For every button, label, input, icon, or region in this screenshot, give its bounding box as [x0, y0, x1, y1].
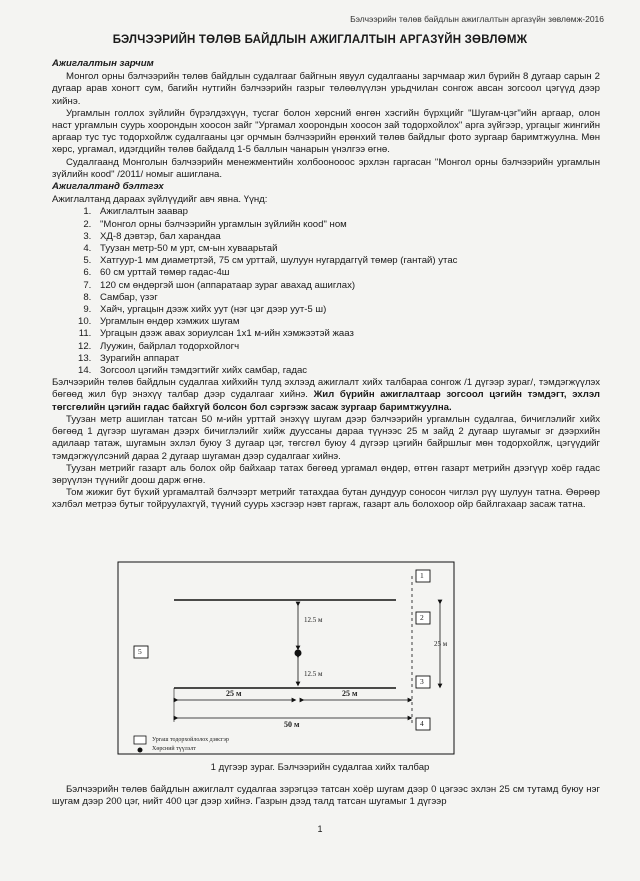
- dimension-label-25-left: 25 м: [226, 689, 242, 698]
- paragraph: Судалгаанд Монголын бэлчээрийн менежментийн холбоонооос эрхлэн гаргасан "Монгол орны бэлчээрийн ургамлын зүйлийн кооd" /2011/ номыг ашиглана.: [52, 156, 600, 180]
- paragraph-text: Бэлчээрийн төлөв байдлын судалгаа хийхийн тулд эхлээд ажиглалт хийх талбараа сонгож /1 дүгээр зураг/, тэмдэгжүүлэх бөгөөд жил бүр энэхүү талбар дээр судалгааг хийнэ.: [52, 377, 600, 401]
- running-head: Бэлчээрийн төлөв байдлын ажиглалтын аргазүйн зөвлөмж-2016: [350, 14, 604, 24]
- list-item: 6. 60 см урттай төмөр гадас-4ш: [94, 267, 600, 279]
- legend-label-dot: Хөрсний түүлэлт: [152, 746, 196, 752]
- figure-caption: 1 дүгээр зураг. Бэлчээрийн судалгаа хийх талбар: [210, 762, 430, 773]
- list-item: 4. Туузан метр-50 м урт, см-ын хуваарьтай: [94, 243, 600, 255]
- dimension-label-12-5-bottom: 12.5 м: [304, 670, 323, 678]
- list-item: 3. ХД-8 дэвтэр, бал харандаа: [94, 231, 600, 243]
- equipment-list: [52, 206, 600, 377]
- paragraph: Туузан метрийг газарт аль болох ойр байхаар татах бөгөөд ургамал өндөр, өтгөн газарт метрийн дээгүүр хоёр гадас зөрүүлэн түүнийг доош дарж өгнө.: [52, 462, 600, 486]
- dimension-label-25-mid: 25 м: [342, 689, 358, 698]
- dimension-label-50: 50 м: [284, 720, 300, 729]
- dimension-label-25-right: 25 м: [434, 640, 448, 648]
- marker-label-2: 2: [420, 613, 424, 622]
- page-number: 1: [317, 824, 323, 834]
- section-heading-principle: Ажиглалтын зарчим: [52, 58, 154, 69]
- list-item: 13. Зурагийн аппарат: [94, 353, 600, 365]
- dimension-label-12-5-top: 12.5 м: [304, 616, 323, 624]
- list-item: 5. Хатгуур-1 мм диаметртэй, 75 см урттай, шулуун нугардаггүй төмөр (гантай) утас: [94, 255, 600, 267]
- paragraph: Туузан метр ашиглан татсан 50 м-ийн урттай энэхүү шугам дээр бэлчээрийн ургамлын судалгаа, бичиглэлийг хийх бөгөөд 1 дүгээр шугаман дээрх бичиглэлийг хийж дууссаны дараа түүнээс 25 м зайд 2 дугаар шугамыг эг дээрхийн адилаар татаж, шугамын эхлэл буюу 3 дугаар цэг, төгсгөл буюу 4 дүгээр цэгийн байршлыг мөн тодорхойлж, цэгүүдийг тэмдэгжүүлсэний дараа 2 дугаар шугаман дээр судалгааг хийнэ.: [52, 413, 600, 462]
- legend-dot-symbol: [138, 748, 143, 753]
- marker-label-1: 1: [420, 571, 424, 580]
- document-body: [52, 58, 600, 512]
- marker-label-4: 4: [420, 719, 424, 728]
- paragraph-after-figure: Бэлчээрийн төлөв байдлын ажиглалт судалгаа зэрэгцээ татсан хоёр шугам дээр 0 цэгээс эхлэн 25 см тутамд буюу нэг шугам дээр 200 цэг, нийт 400 цэг дээр хийнэ. Газрын дээд талд татсан шугамыг 1 дүгээр: [52, 784, 600, 808]
- survey-plot-figure: [116, 560, 456, 756]
- list-item: 14. Зогсоол цэгийн тэмдэгтийг хийх самбар, гадас: [94, 365, 600, 377]
- paragraph: Ажиглалтанд дараах зүйлүүдийг авч явна. Үүнд:: [52, 194, 268, 206]
- list-item: 7. 120 см өндөргэй шон (аппаратаар зураг авахад ашиглах): [94, 280, 600, 292]
- document-title: БЭЛЧЭЭРИЙН ТӨЛӨВ БАЙДЛЫН АЖИГЛАЛТЫН АРГАЗҮЙН ЗӨВЛӨМЖ: [112, 34, 528, 46]
- list-item: 9. Хайч, ургацын дээж хийх уут (нэг цэг дээр уут-5 ш): [94, 304, 600, 316]
- marker-label-3: 3: [420, 677, 424, 686]
- legend-square-symbol: [134, 736, 146, 744]
- legend-label-square: Ургаш тодорхойлолох дэвсгэр: [152, 737, 229, 743]
- list-item: 8. Самбар, үзэг: [94, 292, 600, 304]
- list-item: 1. Ажиглалтын заавар: [94, 206, 600, 218]
- paragraph: [52, 377, 600, 414]
- paragraph: Том жижиг бут бүхий ургамалтай бэлчээрт метрийг татахдаа бутан дундуур соносон чиглэл рүү шулуун татна. Өөрөөр хэлбэл метрээ бутыг тойруулахгүй, түүний суурь хэсгээр нэвт гаргаж, газарт аль болохоор ойр байлгахаар засаж татна.: [52, 487, 600, 511]
- marker-label-5: 5: [138, 647, 142, 656]
- section-heading-preparation: Ажиглалтанд бэлтгэх: [52, 181, 164, 193]
- list-item: 10. Ургамлын өндөр хэмжих шугам: [94, 316, 600, 328]
- paragraph: Монгол орны бэлчээрийн төлөв байдлын судалгааг байгнын явуул судалгааны зарчмаар жил бүрийн 8 дугаар сарын 2 дугаар арав хоногт сум, багийн нутгийн бэлчээрийн газрыг төлөөлүүлэн урьдчилан сонгож авсан зогсоол цэгүүд дээр хийнэ.: [52, 71, 600, 107]
- list-item: 11. Ургацын дээж авах зориулсан 1х1 м-ийн хэмжээтэй жааз: [94, 328, 600, 340]
- soil-sample-dot: [295, 650, 302, 657]
- list-item: 12. Луужин, байрлал тодорхойлогч: [94, 341, 600, 353]
- paragraph-bold-text: Жил бүрийн ажиглалтаар зогсоол цэгийн тэмдэгт, эхлэл төгсгөлийн цэгийн гадас байхгүй болсон бол сэргээж засаж зургаар баримтжуулна.: [52, 389, 600, 413]
- list-item: 2. "Монгол орны бэлчээрийн ургамлын зүйлийн кооd" ном: [94, 219, 600, 231]
- paragraph: Ургамлын голлох зүйлийн бүрэлдэхүүн, тусгаг болон хөрсний өнгөн хэсгийн бүрхцийг "Шугам-цэг"ийн аргаар, олон наст ургамлын суурь хоорондын хоосон зайг "Ургамал хоорондын хоосон зай тодорхойлох" арга зүйгээр, ургацыг жингийн аргаар тус тус тодорхойлж судалгааны цэг орчмын бэлчээрийн ерөнхий төлөв байдлыг фото зургаар баримтжуулна. Мөн хөрс, ургамал, идэгдцийн төлөв байдалд 1-5 баллын чанарын үнэлгээ өгнө.: [52, 107, 600, 156]
